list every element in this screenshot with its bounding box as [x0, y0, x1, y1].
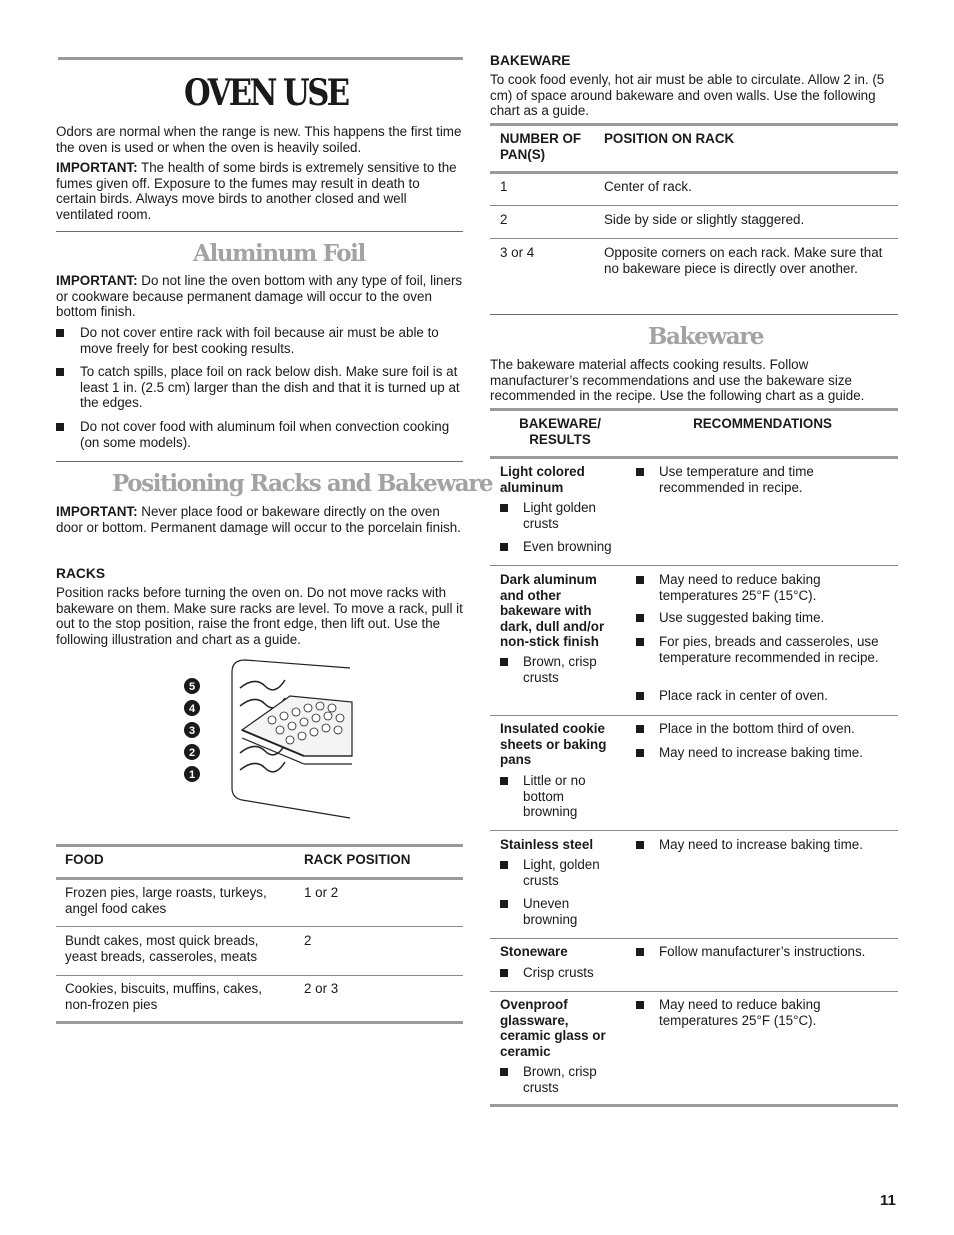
divider: [56, 461, 463, 462]
bullet-icon: [500, 900, 508, 908]
bullet-icon: [636, 468, 644, 476]
racks-paragraph: Position racks before turning the oven on. Do not move racks with bakeware on them. Make sure racks are level. To move a rack, pull it out to the stop position, raise the front edge, then lift out. Use the following illustration and chart as a guide.: [56, 585, 463, 647]
page-number: 11: [880, 1192, 896, 1209]
bakeware-result: Brown, crisp crusts: [523, 654, 597, 685]
rack-number-label: 1: [188, 769, 196, 781]
bullet-icon: [500, 861, 508, 869]
table-cell: 1 or 2: [304, 885, 339, 900]
bakeware-rec: May need to increase baking time.: [659, 745, 863, 760]
rack-illustration: [180, 658, 355, 823]
bakeware-material: Light colored aluminum: [500, 464, 585, 495]
bullet-icon: [500, 658, 508, 666]
bakeware-result: Little or no bottom browning: [523, 773, 586, 820]
bakeware-rec: Use temperature and time recommended in recipe.: [659, 464, 814, 495]
table-cell: Center of rack.: [604, 179, 692, 194]
bakeware-result: Even browning: [523, 539, 612, 554]
bullet-icon: [636, 1001, 644, 1009]
table-header: POSITION ON RACK: [604, 131, 735, 146]
table-header: RACK POSITION: [304, 852, 411, 867]
bakeware-result: Light, golden crusts: [523, 857, 600, 888]
bakeware-rec: May need to reduce baking temperatures 25°F (15°C).: [659, 997, 821, 1028]
table-cell: Bundt cakes, most quick breads, yeast breads, casseroles, meats: [65, 933, 259, 964]
table-cell: Frozen pies, large roasts, turkeys, angel food cakes: [65, 885, 267, 916]
bakeware-intro: The bakeware material affects cooking results. Follow manufacturer’s recommendations and use the bakeware size recommended in the recipe. Use the following chart as a guide.: [490, 357, 865, 404]
section-heading-aluminum-foil: Aluminum Foil: [193, 240, 365, 267]
bakeware-result: Light golden crusts: [523, 500, 596, 531]
table-cell: 1: [500, 179, 508, 194]
table-header: RECOMMENDATIONS: [693, 416, 832, 431]
bakeware-rec: Use suggested baking time.: [659, 610, 825, 625]
table-cell: Side by side or slightly staggered.: [604, 212, 805, 227]
table-cell: 3 or 4: [500, 245, 535, 260]
table-header: NUMBER OF PAN(S): [500, 131, 582, 162]
bakeware-result: Brown, crisp crusts: [523, 1064, 597, 1095]
table-header: BAKEWARE/ RESULTS: [519, 416, 601, 447]
intro-paragraph: Odors are normal when the range is new. This happens the first time the oven is used or when the oven is heavily soiled.: [56, 124, 462, 155]
divider: [490, 314, 898, 315]
bullet-icon: [636, 692, 644, 700]
bakeware-rec: May need to reduce baking temperatures 25°F (15°C).: [659, 572, 821, 603]
bullet-icon: [636, 948, 644, 956]
rack-number-label: 3: [188, 725, 196, 737]
bullet-icon: [636, 725, 644, 733]
bullet-icon: [500, 777, 508, 785]
bakeware-result: Uneven browning: [523, 896, 578, 927]
bullet-icon: [636, 576, 644, 584]
bullet-icon: [500, 504, 508, 512]
racks-heading: RACKS: [56, 566, 106, 581]
bakeware-rec: Follow manufacturer’s instructions.: [659, 944, 866, 959]
table-cell: Cookies, biscuits, muffins, cakes, non-frozen pies: [65, 981, 262, 1012]
bakeware-material: Ovenproof glassware, ceramic glass or ceramic: [500, 997, 606, 1059]
bakeware-material: Stainless steel: [500, 837, 594, 852]
bullet-icon: [636, 841, 644, 849]
table-header: FOOD: [65, 852, 104, 867]
positioning-important: IMPORTANT: Never place food or bakeware directly on the oven door or bottom. Permanent damage will occur to the porcelain finish.: [56, 504, 461, 535]
bakeware-rec: Place rack in center of oven.: [659, 688, 828, 703]
table-cell: 2: [304, 933, 312, 948]
bullet-icon: [500, 969, 508, 977]
bakeware-subheading: BAKEWARE: [490, 53, 571, 68]
section-heading-bakeware: Bakeware: [648, 323, 764, 350]
bakeware-result: Crisp crusts: [523, 965, 594, 980]
birds-warning: IMPORTANT: The health of some birds is extremely sensitive to the fumes given off. Exposure to the fumes may result in death to certain birds. Always move birds to another closed and well ventilated room.: [56, 160, 457, 222]
rack-number-label: 2: [188, 747, 196, 759]
page-title: OVEN USE: [184, 72, 348, 114]
bakeware-paragraph: To cook food evenly, hot air must be able to circulate. Allow 2 in. (5 cm) of space around bakeware and oven walls. Use the following chart as a guide.: [490, 72, 885, 119]
bakeware-rec: May need to increase baking time.: [659, 837, 863, 852]
bullet-icon: [636, 749, 644, 757]
bakeware-material: Insulated cookie sheets or baking pans: [500, 721, 607, 768]
section-heading-positioning: Positioning Racks and Bakeware: [112, 470, 493, 497]
bakeware-rec: Place in the bottom third of oven.: [659, 721, 855, 736]
table-cell: 2: [500, 212, 508, 227]
foil-important: IMPORTANT: Do not line the oven bottom with any type of foil, liners or cookware because permanent damage will occur to the oven bottom finish.: [56, 273, 463, 320]
bullet-icon: [500, 1068, 508, 1076]
bullet-icon: [500, 543, 508, 551]
rack-number-label: 4: [188, 703, 196, 715]
bakeware-material: Stoneware: [500, 944, 568, 959]
oven-racks-diagram: [180, 658, 355, 823]
table-cell: 2 or 3: [304, 981, 339, 996]
bakeware-rec: For pies, breads and casseroles, use temperature recommended in recipe.: [659, 634, 879, 665]
bullet-icon: [636, 614, 644, 622]
table-cell: Opposite corners on each rack. Make sure that no bakeware piece is directly over another.: [604, 245, 883, 276]
bakeware-material: Dark aluminum and other bakeware with dark, dull and/or non-stick finish: [500, 572, 605, 650]
rack-number-label: 5: [188, 681, 196, 693]
bullet-icon: [636, 638, 644, 646]
divider: [56, 231, 463, 232]
top-rule: [58, 57, 463, 60]
